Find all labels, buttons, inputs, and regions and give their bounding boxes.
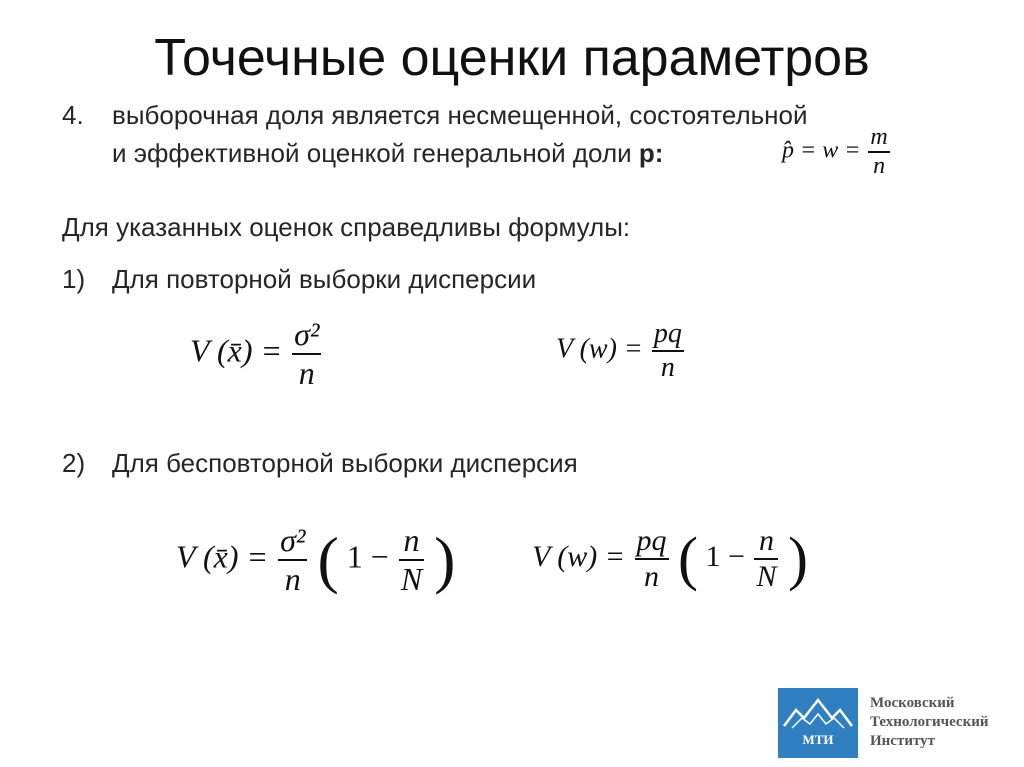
- formula-4-fraction: [635, 524, 669, 594]
- formula-3-lhs: V (x̄) =: [176, 538, 269, 575]
- logo-text: [870, 694, 989, 751]
- case-2-text: Для бесповторной выборки дисперсия: [112, 448, 578, 478]
- formula-p-hat: [782, 124, 892, 180]
- formula-3-inner-fraction: [399, 522, 424, 598]
- formula-p-hat-lhs: p̂ = w =: [782, 137, 861, 164]
- formula-4-inner-num: n: [758, 524, 774, 557]
- slide-title: Точечные оценки параметров: [154, 29, 870, 87]
- logo-line-2: Технологический: [870, 714, 989, 730]
- formula-2: [556, 318, 686, 384]
- item-4-param: р:: [638, 138, 664, 168]
- formula-3-one-minus: 1 −: [346, 538, 389, 575]
- formula-3: [176, 522, 455, 598]
- formula-2-fraction: [652, 318, 684, 384]
- formula-3-den: n: [278, 559, 307, 598]
- formula-1-lhs: V (x̄) =: [190, 332, 283, 369]
- item-4-line-1: выборочная доля является несмещенной, состоятельной: [112, 100, 808, 130]
- formula-4-num: pq: [636, 524, 667, 557]
- mountains-icon: [778, 688, 858, 732]
- formula-4-den: n: [635, 558, 669, 594]
- formula-3-paren-open: (: [317, 524, 339, 595]
- formula-3-inner-num: n: [403, 522, 420, 558]
- formula-3-paren-close: ): [434, 524, 456, 595]
- formula-p-hat-num: m: [870, 124, 888, 150]
- case-1-text: Для повторной выборки дисперсии: [112, 264, 537, 294]
- formula-4-lhs: V (w) =: [532, 539, 626, 573]
- formula-4-inner-fraction: [754, 524, 778, 594]
- formula-4-paren-open: (: [678, 525, 699, 592]
- formula-4: [532, 524, 808, 594]
- formula-3-inner-den: N: [400, 561, 423, 597]
- intro-text: Для указанных оценок справедливы формулы:: [62, 212, 631, 242]
- formula-4-inner-den: N: [756, 560, 777, 593]
- logo-abbr: МТИ: [802, 732, 834, 747]
- formula-1-den: n: [292, 353, 321, 392]
- formula-4-one-minus: 1 −: [705, 539, 745, 573]
- logo-emblem: [778, 688, 858, 758]
- formula-p-hat-den: n: [868, 151, 889, 180]
- formula-1: [190, 316, 323, 392]
- institute-logo: [778, 688, 1014, 758]
- item-4-line-2: [112, 138, 663, 169]
- case-2-number: 2): [62, 448, 86, 478]
- item-4-line-2-text: и эффективной оценкой генеральной доли: [112, 138, 632, 168]
- formula-2-num: pq: [653, 318, 682, 349]
- item-4-number: 4.: [62, 100, 84, 130]
- formula-1-num: σ²: [294, 316, 320, 352]
- formula-4-paren-close: ): [787, 525, 808, 592]
- formula-2-den: n: [652, 350, 684, 384]
- logo-line-3: Институт: [870, 733, 936, 749]
- case-1-number: 1): [62, 264, 86, 294]
- formula-1-fraction: [292, 316, 321, 392]
- formula-3-fraction: [278, 522, 307, 598]
- formula-2-lhs: V (w) =: [556, 333, 643, 365]
- formula-3-num: σ²: [280, 522, 306, 558]
- formula-p-hat-fraction: [868, 124, 889, 180]
- logo-line-1: Московский: [870, 695, 955, 711]
